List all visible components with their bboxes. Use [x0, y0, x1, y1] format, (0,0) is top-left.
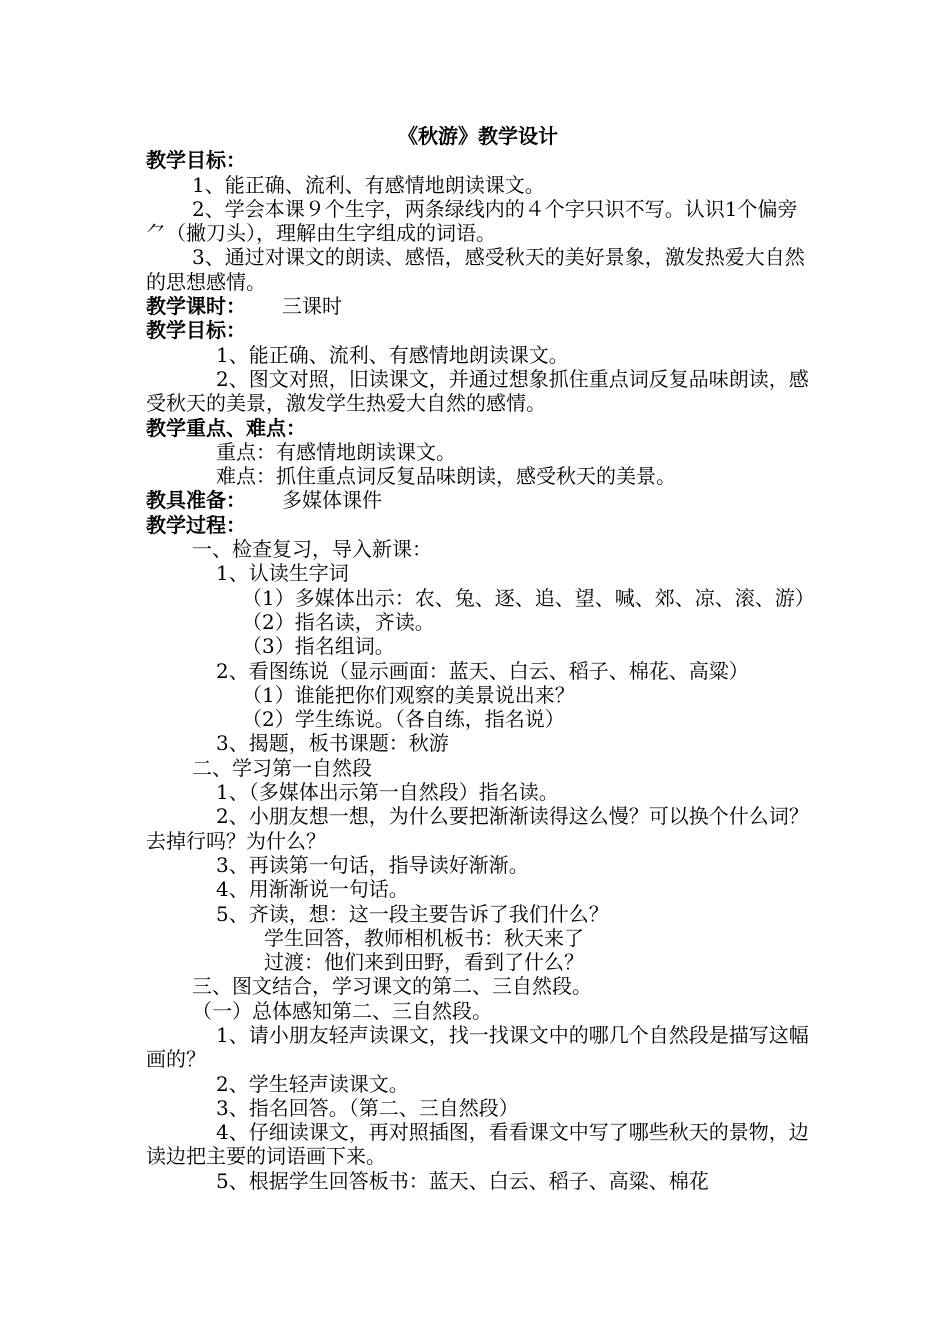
process-step-1: 一、检查复习，导入新课： [192, 537, 432, 562]
process-step-1-2: 2、看图练说（显示画面：蓝天、白云、稻子、棉花、高粱） [216, 658, 749, 683]
teaching-tools-value: 多媒体课件 [282, 488, 382, 513]
goal-1: 1、能正确、流利、有感情地朗读课文。 [192, 172, 545, 197]
process-step-2-3: 3、再读第一句话，指导读好渐渐。 [216, 852, 529, 877]
key-points-heading: 教学重点、难点： [146, 415, 306, 440]
class-hours [146, 294, 810, 318]
goals2-heading: 教学目标： [146, 318, 246, 343]
process-step-1-3: 3、揭题，板书课题：秋游 [216, 731, 449, 756]
process-step-2-5: 5、齐读，想：这一段主要告诉了我们什么？ [216, 901, 609, 926]
teaching-tools [146, 488, 810, 512]
goal-2: 2、学会本课９个生字，两条绿线内的４个字只识不写。认识1个偏旁⺈（撇刀头），理解由生字组成的词语。 [146, 196, 798, 246]
goal-3: 3、通过对课文的朗读、感悟，感受秋天的美好景象，激发热爱大自然的思想感情。 [146, 245, 805, 294]
process-step-1-1: 1、认读生字词 [216, 561, 349, 586]
teaching-tools-label: 教具准备： [146, 488, 246, 513]
process-step-2-5-transition: 过渡：他们来到田野，看到了什么？ [264, 950, 584, 975]
difficult-point: 难点：抓住重点词反复品味朗读，感受秋天的美景。 [216, 464, 676, 489]
class-hours-label: 教学课时： [146, 294, 246, 319]
process-heading: 教学过程： [146, 512, 246, 537]
process-step-1-1-2: （2）指名读，齐读。 [242, 609, 435, 634]
goal2-2: 2、图文对照，旧读课文，并通过想象抓住重点词反复品味朗读，感受秋天的美景，激发学生热爱大自然的感情。 [146, 366, 809, 416]
process-step-1-2-2: （2）学生练说。（各自练，指名说） [242, 707, 565, 732]
goals-heading: 教学目标： [146, 148, 246, 173]
process-step-3-5: 5、根据学生回答板书：蓝天、白云、稻子、高粱、棉花 [216, 1168, 709, 1193]
process-step-2-5-answer: 学生回答，教师相机板书：秋天来了 [264, 925, 584, 950]
process-step-1-1-1: （1）多媒体出示：农、兔、逐、追、望、喊、郊、凉、滚、游） [242, 585, 815, 610]
process-step-3-4: 4、仔细读课文，再对照插图，看看课文中写了哪些秋天的景物，边读边把主要的词语画下来。 [146, 1120, 809, 1169]
process-step-1-1-3: （3）指名组词。 [242, 634, 395, 659]
process-step-3-3: 3、指名回答。（第二、三自然段） [216, 1095, 519, 1120]
process-step-3-a: （一）总体感知第二、三自然段。 [192, 998, 492, 1023]
key-point: 重点：有感情地朗读课文。 [216, 439, 456, 464]
document-title: 《秋游》教学设计 [398, 124, 558, 148]
class-hours-value: 三课时 [282, 294, 342, 319]
process-step-3: 三、图文结合，学习课文的第二、三自然段。 [192, 974, 592, 999]
process-step-2-1: 1、（多媒体出示第一自然段）指名读。 [216, 780, 559, 805]
process-step-2-4: 4、用渐渐说一句话。 [216, 877, 409, 902]
process-step-2-2: 2、小朋友想一想，为什么要把渐渐读得这么慢？可以换个什么词？去掉行吗？为什么？ [146, 804, 809, 853]
process-step-3-1: 1、请小朋友轻声读课文，找一找课文中的哪几个自然段是描写这幅画的？ [146, 1022, 809, 1072]
goal2-1: 1、能正确、流利、有感情地朗读课文。 [216, 342, 569, 367]
process-step-3-2: 2、学生轻声读课文。 [216, 1071, 409, 1096]
process-step-2: 二、学习第一自然段 [192, 755, 372, 780]
document-body [146, 124, 815, 1193]
process-step-1-2-1: （1）谁能把你们观察的美景说出来？ [242, 682, 575, 707]
